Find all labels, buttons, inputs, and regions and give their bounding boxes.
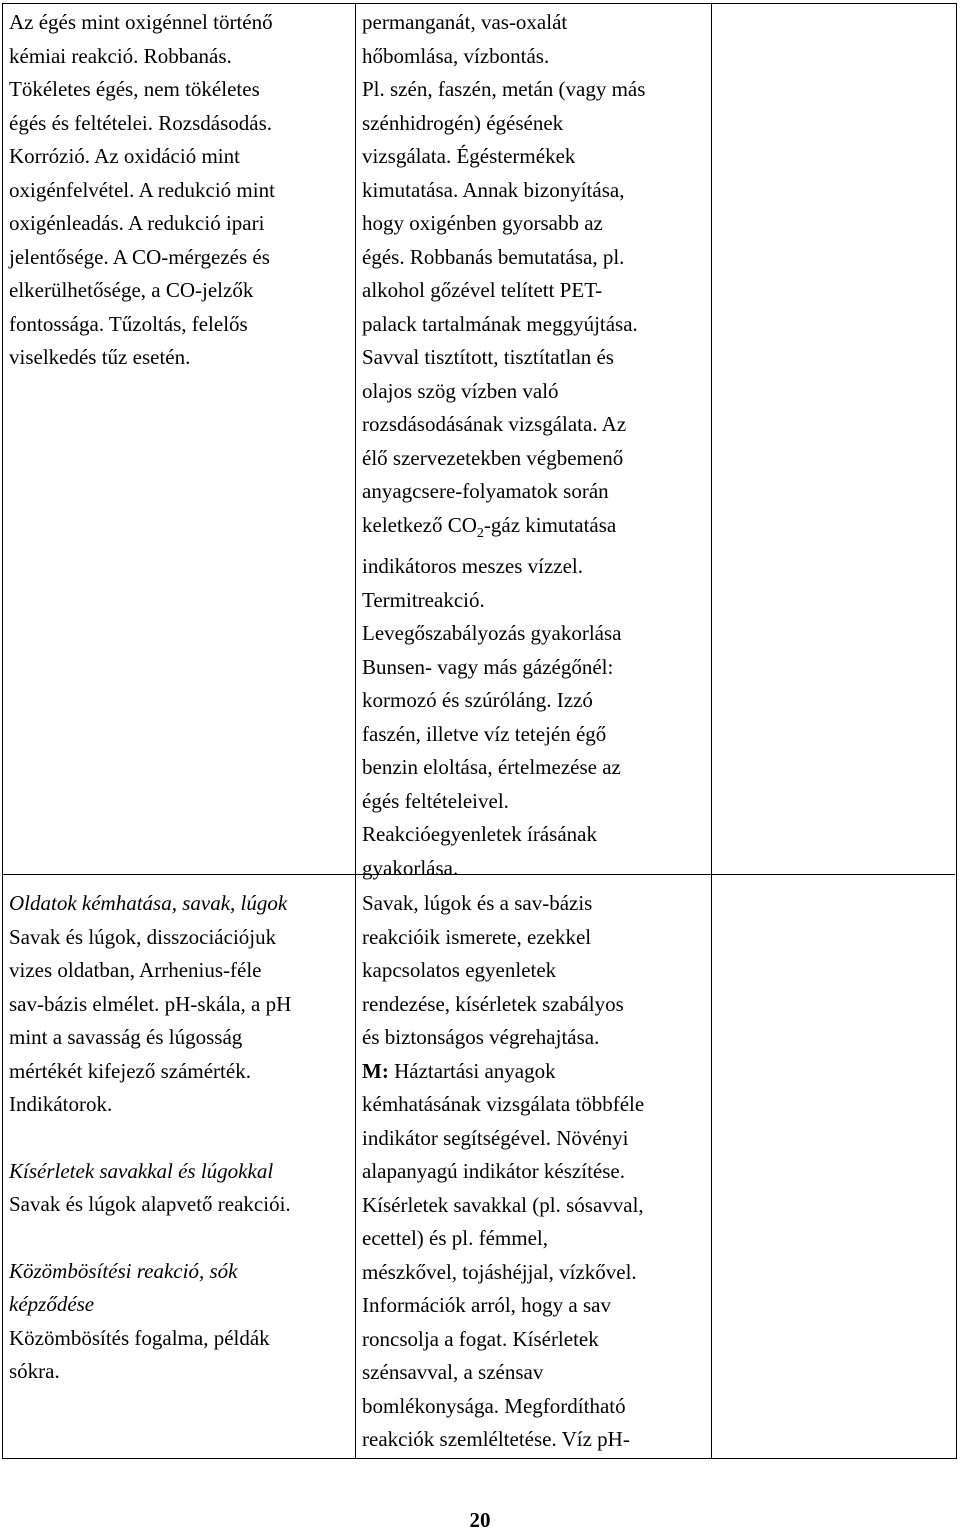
text-line: Közömbösítés fogalma, példák (9, 1325, 270, 1350)
text-line: anyagcsere-folyamatok során (362, 479, 609, 503)
text-line: vizes oldatban, Arrhenius-féle (9, 958, 262, 982)
text-line: kapcsolatos egyenletek (362, 958, 557, 982)
row1-activities-cell (362, 6, 707, 885)
text-line: reakciók szemléltetése. Víz pH- (362, 1427, 630, 1451)
text-line: Savak és lúgok alapvető reakciói. (9, 1192, 291, 1216)
text-line: olajos szög vízben való (362, 378, 559, 403)
row1-topics-text (9, 6, 349, 375)
text-line: élő szervezetekben végbemenő (362, 445, 624, 470)
text-line: Savak és lúgok, disszociációjuk (9, 924, 277, 949)
text-line: kémhatásának vizsgálata többféle (362, 1092, 645, 1116)
text-line: rendezése, kísérletek szabályos (362, 991, 624, 1016)
co2-line: keletkező $CO_2$-gáz kimutatása (362, 512, 617, 541)
section-heading-oldatok: Oldatok kémhatása, savak, lúgok (9, 891, 288, 915)
text-line: Reakcióegyenletek írásának (362, 822, 597, 847)
text-line: benzin eloltása, értelmezése az (362, 755, 621, 780)
text-line: mint a savasság és lúgosság (9, 1025, 243, 1049)
m-line: M: Háztartási anyagok (362, 1058, 556, 1083)
text-line: hogy oxigénben gyorsabb az (362, 211, 603, 235)
text-line: Korrózió. Az oxidáció mint (9, 144, 240, 168)
text-line: rozsdásodásának vizsgálata. Az (362, 412, 627, 436)
text-line: viselkedés tűz esetén. (9, 345, 191, 369)
text-line: roncsolja a fogat. Kísérletek (362, 1326, 599, 1351)
text-line: Információk arról, hogy a sav (362, 1293, 611, 1317)
text-line: vizsgálata. Égéstermékek (362, 144, 576, 168)
text-line: Termitreakció. (362, 587, 485, 612)
text-line: szénsavval, a szénsav (362, 1360, 544, 1384)
text-line: kémiai reakció. Robbanás. (9, 43, 232, 68)
text-line: Tökéletes égés, nem tökéletes (9, 77, 260, 101)
section-heading-kozombosites: Közömbösítési reakció, sók (9, 1258, 238, 1283)
section-heading-kozombosites-cont: képződése (9, 1292, 95, 1316)
text-line: Savak, lúgok és a sav-bázis (362, 891, 593, 915)
row1-activities-text (362, 6, 707, 509)
text-line: mészkővel, tojáshéjjal, vízkővel. (362, 1259, 637, 1284)
text-line: Pl. szén, faszén, metán (vagy más (362, 77, 646, 101)
text-line: oxigénfelvétel. A redukció mint (9, 177, 275, 202)
text-line: Az égés mint oxigénnel történő (9, 10, 273, 34)
row1-activities-text-cont (362, 550, 707, 885)
section-text-kiserletek (9, 1188, 354, 1222)
text-line: Kísérletek savakkal (pl. sósavval, (362, 1192, 644, 1217)
row2-activities-text-cont (362, 1088, 707, 1457)
text-line: bomlékonysága. Megfordítható (362, 1393, 626, 1418)
text-line: és biztonságos végrehajtása. (362, 1025, 600, 1049)
row2-activities-text (362, 887, 707, 1055)
text-line: Indikátorok. (9, 1092, 113, 1116)
curriculum-table (2, 3, 957, 1459)
text-line: permanganát, vas-oxalát (362, 10, 568, 34)
text-line: kimutatása. Annak bizonyítása, (362, 177, 625, 202)
text-line: égés feltételeivel. (362, 788, 509, 813)
text-line: hőbomlása, vízbontás. (362, 43, 550, 68)
text-line: égés. Robbanás bemutatása, pl. (362, 244, 625, 269)
text-line: palack tartalmának meggyújtása. (362, 311, 638, 336)
text-line: sókra. (9, 1359, 60, 1383)
text-line: oxigénleadás. A redukció ipari (9, 211, 265, 235)
section-text-kozombosites (9, 1322, 354, 1389)
text-line: mértékét kifejező számérték. (9, 1058, 251, 1083)
text-line: kormozó és szúróláng. Izzó (362, 688, 593, 713)
row2-activities-cell (362, 887, 707, 1457)
text-line: indikátoros meszes vízzel. (362, 554, 584, 579)
text-line: fontossága. Tűzoltás, felelős (9, 311, 248, 336)
text-line: indikátor segítségével. Növényi (362, 1125, 629, 1150)
text-line: Savval tisztított, tisztítatlan és (362, 345, 614, 369)
text-line: faszén, illetve víz tetején égő (362, 721, 607, 746)
row2-topics-cell (9, 887, 354, 1389)
text-line: szénhidrogén) égésének (362, 110, 564, 135)
row1-topics-cell (9, 6, 349, 375)
text-line: jelentősége. A CO-mérgezés és (9, 244, 270, 269)
text-line: Bunsen- vagy más gázégőnél: (362, 654, 614, 679)
text-line: ecettel) és pl. fémmel, (362, 1226, 548, 1250)
text-line: égés és feltételei. Rozsdásodás. (9, 110, 272, 135)
column-divider-1 (355, 4, 356, 1458)
text-line: sav-bázis elmélet. pH-skála, a pH (9, 991, 292, 1016)
text-line: gyakorlása. (362, 855, 459, 880)
section-heading-kiserletek: Kísérletek savakkal és lúgokkal (9, 1158, 274, 1183)
column-divider-2 (711, 4, 712, 1458)
text-line: Levegőszabályozás gyakorlása (362, 621, 622, 646)
text-line: reakcióik ismerete, ezekkel (362, 924, 592, 949)
text-line: alkohol gőzével telített PET- (362, 278, 603, 302)
text-line: alapanyagú indikátor készítése. (362, 1159, 625, 1183)
page-number: 20 (469, 1508, 491, 1532)
text-line: elkerülhetősége, a CO-jelzők (9, 278, 254, 302)
section-text-oldatok (9, 921, 354, 1122)
